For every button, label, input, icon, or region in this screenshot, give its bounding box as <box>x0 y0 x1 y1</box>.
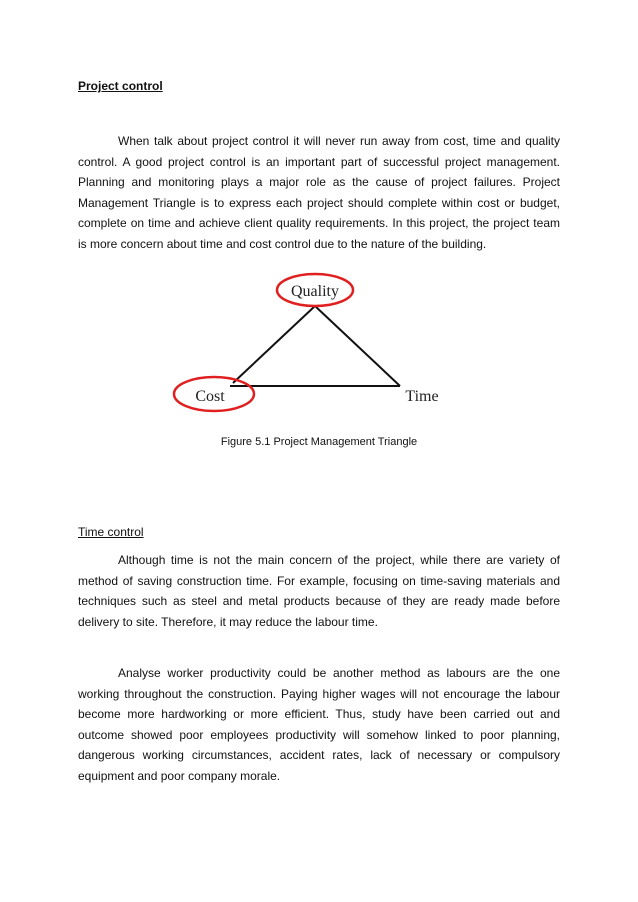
quality-time-edge <box>315 306 400 386</box>
triangle-edges <box>230 306 400 386</box>
project-management-triangle-figure <box>160 268 460 418</box>
quality-cost-edge <box>233 306 315 383</box>
time-control-paragraph-2: Analyse worker productivity could be another method as labours are the one working throughout the construction. Paying higher wages will not encourage the labour become more hardworking or more efficient. Thus, study have been carried out and outcome showed poor employees productivity will somehow linked to poor planning, dangerous working circumstances, accident rates, lack of necessary or compulsory equipment and poor company morale. <box>78 666 560 783</box>
figure-caption: Figure 5.1 Project Management Triangle <box>220 436 418 448</box>
time-control-paragraph-1: Although time is not the main concern of the project, while there are variety of method of saving construction time. For example, focusing on time-saving materials and techniques such as steel and metal products because of they are ready made before delivery to site. Therefore, it may reduce the labour time. <box>78 553 560 629</box>
quality-label: Quality <box>291 283 339 300</box>
project-control-paragraph: When talk about project control it will never run away from cost, time and quality control. A good project control is an important part of successful project management. Planning and monitoring plays a major role as the cause of project failures. Project Management Triangle is to express each project should complete within cost or budget, complete on time and achieve client quality requirements. In this project, the project team is more concern about time and cost control due to the nature of the building. <box>78 134 560 251</box>
time-label: Time <box>405 388 439 405</box>
time-control-heading: Time control <box>78 525 144 539</box>
cost-label: Cost <box>195 388 225 405</box>
project-control-heading: Project control <box>78 79 163 93</box>
